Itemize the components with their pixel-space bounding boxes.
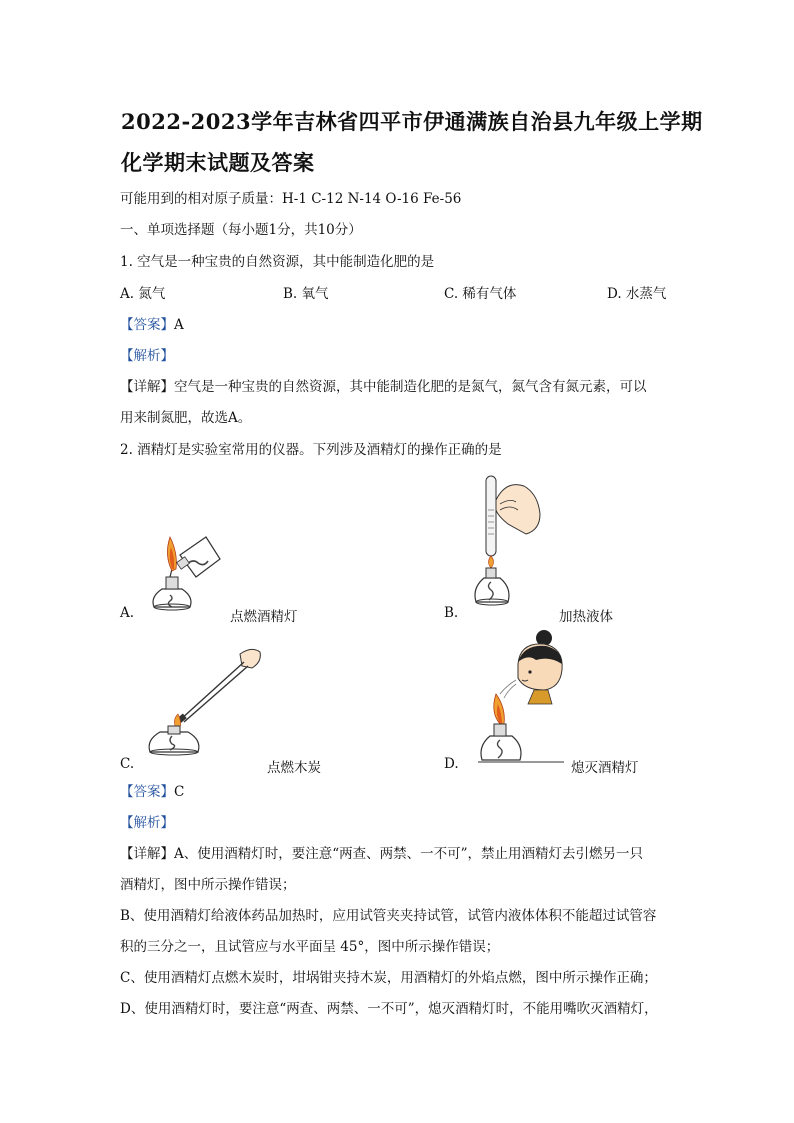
q1-answer-tag: 【答案】: [120, 317, 174, 333]
q2-option-c-letter: C.: [120, 756, 135, 772]
q1-detail-line2: 用来制氮肥，故选A。: [120, 410, 252, 426]
q2-answer-line: [120, 780, 184, 800]
q1-answer-line: [120, 313, 184, 333]
q2-detail-tag: 【详解】: [120, 846, 174, 862]
figure-b-heating-liquid: [470, 470, 550, 610]
q1-option-d: D. 水蒸气: [607, 286, 667, 302]
figure-c-lighting-charcoal: [140, 640, 270, 760]
q2-answer-tag: 【答案】: [120, 784, 174, 800]
q1-detail-tag: 【详解】: [120, 379, 174, 395]
q2-option-b-letter: B.: [444, 605, 459, 621]
q1-option-b: B. 氧气: [283, 286, 329, 302]
doc-title-line1: 2022-2023学年吉林省四平市伊通满族自治县九年级上学期: [121, 109, 703, 134]
q2-detail-line6: D、使用酒精灯时，要注意“两查、两禁、一不可”，熄灭酒精灯时，不能用嘴吹灭酒精灯，: [120, 1001, 658, 1017]
q2-stem: 2. 酒精灯是实验室常用的仪器。下列涉及酒精灯的操作正确的是: [120, 442, 502, 458]
q2-detail-line1: [120, 842, 643, 862]
q1-stem: 1. 空气是一种宝贵的自然资源，其中能制造化肥的是: [120, 254, 435, 270]
q2-detail-line5: C、使用酒精灯点燃木炭时，坩埚钳夹持木炭，用酒精灯的外焰点燃，图中所示操作正确；: [120, 970, 657, 986]
q2-detail-line4: 积的三分之一，且试管应与水平面呈 45°，图中所示操作错误；: [120, 939, 500, 955]
q2-option-b-caption: 加热液体: [559, 609, 613, 625]
q1-detail-text: 空气是一种宝贵的自然资源，其中能制造化肥的是氮气，氮气含有氮元素，可以: [174, 379, 647, 395]
q2-detail-text: A、使用酒精灯时，要注意“两查、两禁、一不可”，禁止用酒精灯去引燃另一只: [174, 846, 644, 862]
q1-analysis-tag: 【解析】: [120, 348, 174, 364]
q2-option-a-caption: 点燃酒精灯: [230, 609, 298, 625]
q1-option-a: A. 氮气: [120, 286, 166, 302]
q2-option-d-letter: D.: [444, 756, 459, 772]
q2-detail-line2: 酒精灯，图中所示操作错误；: [120, 877, 296, 893]
q2-option-d-caption: 熄灭酒精灯: [571, 760, 639, 776]
figure-d-extinguishing-lamp: [478, 628, 568, 768]
section-heading: 一、单项选择题（每小题1分，共10分）: [120, 222, 362, 238]
atomic-masses: 可能用到的相对原子质量：H-1 C-12 N-14 O-16 Fe-56: [120, 191, 462, 207]
doc-title-line2: 化学期末试题及答案: [121, 150, 315, 175]
q2-detail-line3: B、使用酒精灯给液体药品加热时，应用试管夹夹持试管，试管内液体体积不能超过试管容: [120, 908, 657, 924]
q1-option-c: C. 稀有气体: [444, 286, 517, 302]
q2-option-c-caption: 点燃木炭: [267, 760, 321, 776]
q2-answer: C: [174, 784, 185, 800]
q1-answer: A: [174, 317, 184, 333]
q2-option-a-letter: A.: [120, 605, 135, 621]
figure-a-lighting-lamp: [148, 525, 228, 615]
q2-analysis-tag: 【解析】: [120, 815, 174, 831]
q1-detail-line1: [120, 375, 647, 395]
